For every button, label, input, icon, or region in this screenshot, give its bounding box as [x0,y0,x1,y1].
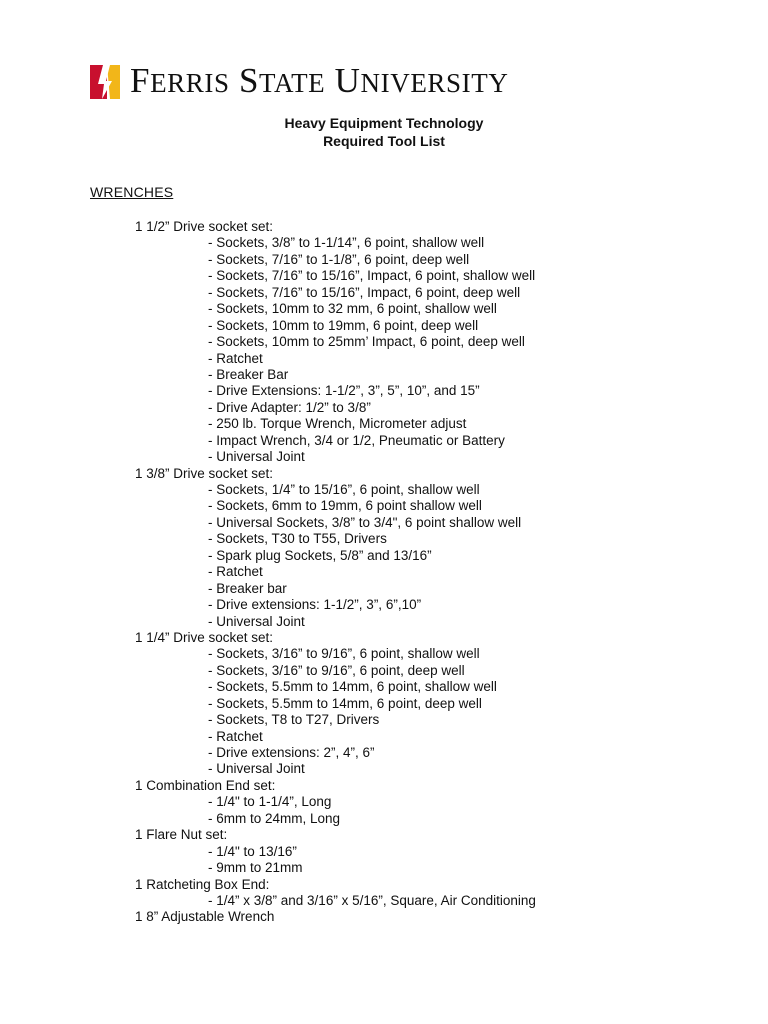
title-line-program: Heavy Equipment Technology [284,115,484,131]
tool-item: - Sockets, 10mm to 19mm, 6 point, deep well [208,317,479,333]
tool-set-label: 1 Ratcheting Box End: [135,876,270,892]
tool-item: - 250 lb. Torque Wrench, Micrometer adjust [208,416,467,432]
tool-item: - Ratchet [208,564,263,580]
document-title [0,114,768,150]
section-heading-wrenches: WRENCHES [90,184,174,200]
tool-item: - Sockets, 5.5mm to 14mm, 6 point, shallow well [208,679,497,695]
university-name: FERRIS STATE UNIVERSITY [130,61,509,100]
tool-item: - Universal Joint [208,449,305,465]
tool-item: - Impact Wrench, 3/4 or 1/2, Pneumatic or Battery [208,432,505,448]
tool-set-label: 1 Combination End set: [135,777,276,793]
tool-item: - Universal Sockets, 3/8” to 3/4", 6 point shallow well [208,514,522,530]
tool-item: - Drive Adapter: 1/2” to 3/8” [208,399,371,415]
tool-item: - Spark plug Sockets, 5/8” and 13/16” [208,547,432,563]
tool-item: - Sockets, 7/16” to 1-1/8”, 6 point, deep well [208,251,470,267]
tool-item: - Sockets, 6mm to 19mm, 6 point shallow well [208,498,482,514]
tool-item: - 1/4" to 13/16” [208,843,297,859]
tool-item: - 1/4” x 3/8” and 3/16” x 5/16”, Square, Air Conditioning [208,892,536,908]
tool-set-label: 1 1/4” Drive socket set: [135,629,274,645]
tool-item: - Breaker Bar [208,366,289,382]
tool-item: - Universal Joint [208,613,305,629]
tool-item: - Sockets, T30 to T55, Drivers [208,531,387,547]
tool-item: - Universal Joint [208,761,305,777]
tool-set-label: 1 8” Adjustable Wrench [135,909,275,925]
ferris-flame-logo-icon [90,65,120,99]
tool-item: - Sockets, 10mm to 25mm’ Impact, 6 point, deep well [208,334,525,350]
tool-item: - Breaker bar [208,580,287,596]
tool-item: - 9mm to 21mm [208,860,303,876]
tool-item: - 6mm to 24mm, Long [208,810,341,826]
tool-item: - Drive extensions: 1-1/2”, 3”, 6”,10” [208,597,422,613]
tool-item: - Drive extensions: 2”, 4”, 6” [208,745,375,760]
tool-item: - 1/4" to 1-1/4”, Long [208,794,332,810]
tool-item: - Sockets, 10mm to 32 mm, 6 point, shallow well [208,301,497,317]
title-line-list: Required Tool List [323,133,445,149]
university-logo [90,61,509,100]
tool-set-label: 1 1/2” Drive socket set: [135,219,274,234]
tool-item: - Ratchet [208,728,263,744]
tool-list [0,219,768,926]
tool-item: - Ratchet [208,350,263,366]
tool-set-label: 1 Flare Nut set: [135,827,228,843]
tool-item: - Sockets, 3/8” to 1-1/14”, 6 point, shallow well [208,235,485,251]
tool-item: - Sockets, 7/16” to 15/16”, Impact, 6 point, shallow well [208,268,536,284]
tool-set-label: 1 3/8” Drive socket set: [135,465,274,481]
tool-item: - Sockets, 5.5mm to 14mm, 6 point, deep well [208,695,482,711]
tool-item: - Sockets, 3/16” to 9/16”, 6 point, deep well [208,662,465,678]
tool-item: - Sockets, T8 to T27, Drivers [208,712,380,728]
tool-item: - Sockets, 3/16” to 9/16”, 6 point, shallow well [208,646,480,662]
tool-item: - Drive Extensions: 1-1/2”, 3”, 5”, 10”, and 15” [208,383,480,399]
tool-item: - Sockets, 7/16” to 15/16”, Impact, 6 point, deep well [208,284,521,300]
tool-item: - Sockets, 1/4” to 15/16”, 6 point, shallow well [208,482,480,497]
